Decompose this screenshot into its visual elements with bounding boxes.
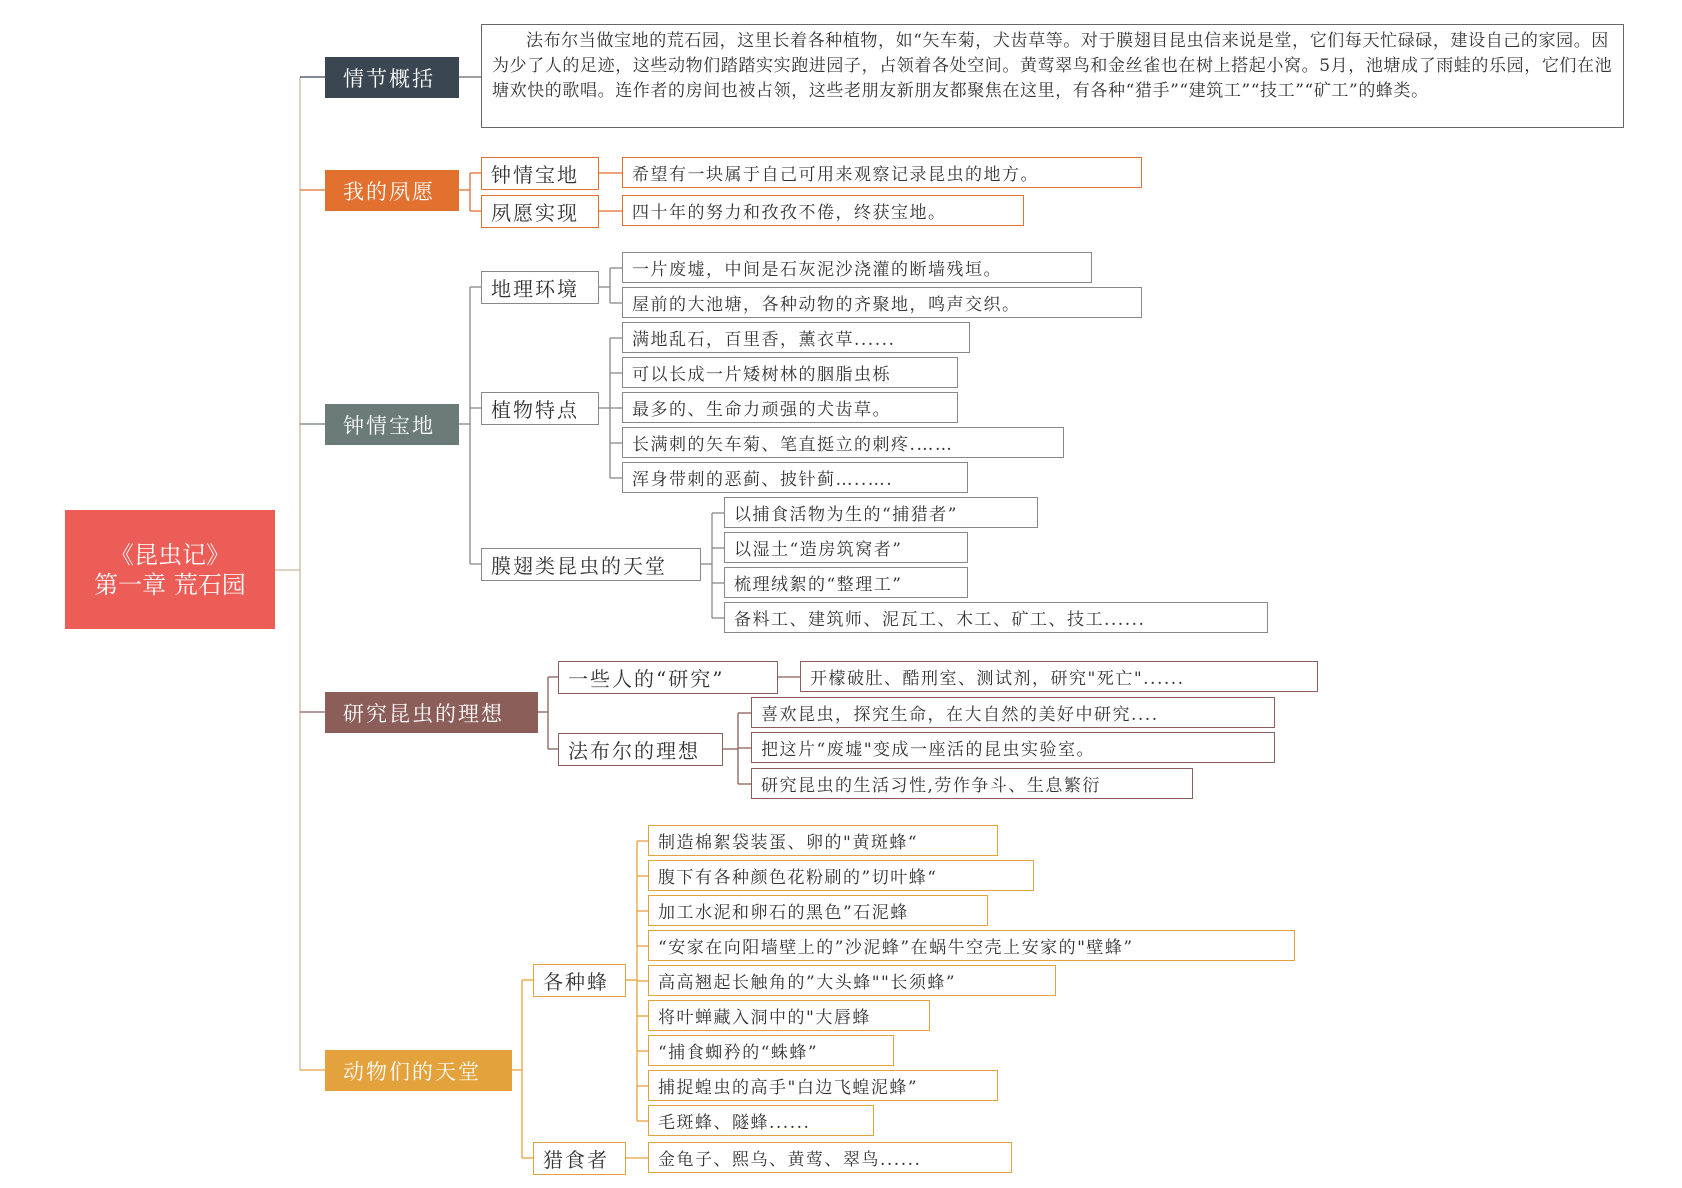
leaf-bee-3: 加工水泥和卵石的黑色”石泥蜂 — [648, 895, 988, 926]
leaf-plant-5: 浑身带刺的恶蓟、披针蓟…..…. — [622, 462, 968, 493]
root-subtitle: 第一章 荒石园 — [94, 570, 246, 599]
topic-hymenoptera-paradise: 膜翅类昆虫的天堂 — [481, 548, 701, 581]
branch-beloved-land — [325, 404, 459, 445]
leaf-bee-4: “安家在向阳墙壁上的”沙泥蜂”在蜗牛空壳上安家的"壁蜂” — [648, 930, 1295, 961]
leaf-predator-1: 金龟子、熙乌、黄莺、翠鸟...... — [648, 1142, 1012, 1173]
leaf-bee-1: 制造棉絮袋装蛋、卵的"黄斑蜂“ — [648, 825, 998, 856]
branch-plot-summary — [325, 57, 459, 98]
topic-wish-fulfilled: 夙愿实现 — [481, 195, 599, 228]
leaf-geo-1: 一片废墟，中间是石灰泥沙浇灌的断墙残垣。 — [622, 252, 1092, 283]
branch-my-wish-label: 我的夙愿 — [343, 179, 435, 204]
leaf-plant-1: 满地乱石，百里香，薰衣草...... — [622, 322, 970, 353]
topic-plants: 植物特点 — [481, 392, 599, 425]
leaf-insect-4: 备料工、建筑师、泥瓦工、木工、矿工、技工...... — [724, 602, 1268, 633]
leaf-research-1: 开檬破肚、酷刑室、测试剂，研究"死亡"...... — [800, 661, 1318, 692]
leaf-plant-2: 可以长成一片矮树林的胭脂虫栎 — [622, 357, 958, 388]
branch-research-ideal — [325, 692, 538, 733]
leaf-plant-3: 最多的、生命力顽强的犬齿草。 — [622, 392, 958, 423]
branch-beloved-land-label: 钟情宝地 — [343, 413, 435, 438]
leaf-insect-2: 以湿土“造房筑窝者” — [724, 532, 968, 563]
leaf-bee-8: 捕捉蝗虫的高手"白边飞蝗泥蜂” — [648, 1070, 998, 1101]
root-title: 《昆虫记》 — [110, 540, 230, 569]
branch-research-ideal-label: 研究昆虫的理想 — [343, 701, 504, 726]
leaf-ideal-3: 研究昆虫的生活习性,劳作争斗、生息繁衍 — [751, 768, 1193, 799]
branch-animal-paradise-label: 动物们的天堂 — [343, 1059, 481, 1084]
topic-fabre-ideal: 法布尔的理想 — [558, 733, 723, 766]
plot-summary-text: 法布尔当做宝地的荒石园，这里长着各种植物，如“矢车菊，犬齿草等。对于膜翅目昆虫信来说是堂，它们每天忙碌碌，建设自己的家园。因为少了人的足迹，这些动物们踏踏实实跑进园子，占领着各处空间。黄莺翠鸟和金丝雀也在树上搭起小窝。5月，池塘成了雨蛙的乐园，它们在池塘欢快的歌唱。连作者的房间也被占领，这些老朋友新朋友都聚焦在这里，有各种“猎手”“建筑工”“技工”“矿工”的蜂类。 — [481, 24, 1624, 128]
topic-geography: 地理环境 — [481, 271, 599, 304]
leaf-plant-4: 长满刺的矢车菊、笔直挺立的刺疼.…… — [622, 427, 1064, 458]
branch-my-wish — [325, 170, 459, 211]
branch-plot-summary-label: 情节概括 — [343, 66, 435, 91]
leaf-ideal-2: 把这片“废墟"变成一座活的昆虫实验室。 — [751, 732, 1275, 763]
topic-various-bees: 各种蜂 — [533, 964, 626, 997]
leaf-ideal-1: 喜欢昆虫，探究生命，在大自然的美好中研究.... — [751, 697, 1275, 728]
leaf-bee-2: 腹下有各种颜色花粉刷的”切叶蜂“ — [648, 860, 1034, 891]
leaf-wish-1: 希望有一块属于自己可用来观察记录昆虫的地方。 — [622, 157, 1142, 188]
topic-some-research: 一些人的“研究” — [558, 661, 778, 694]
branch-animal-paradise — [325, 1050, 512, 1091]
topic-predators: 猎食者 — [533, 1142, 626, 1175]
leaf-bee-6: 将叶蝉藏入洞中的"大唇蜂 — [648, 1000, 930, 1031]
leaf-geo-2: 屋前的大池塘，各种动物的齐聚地，鸣声交织。 — [622, 287, 1142, 318]
topic-beloved-land-wish: 钟情宝地 — [481, 157, 599, 190]
leaf-bee-9: 毛斑蜂、隧蜂...... — [648, 1105, 874, 1136]
leaf-bee-7: “捕食蜘矜的“蛛蜂” — [648, 1035, 894, 1066]
leaf-bee-5: 高高翘起长触角的”大头蜂""长须蜂” — [648, 965, 1056, 996]
leaf-wish-2: 四十年的努力和孜孜不倦，终获宝地。 — [622, 195, 1024, 226]
leaf-insect-3: 梳理绒絮的“整理工” — [724, 567, 968, 598]
root-topic — [65, 510, 275, 629]
leaf-insect-1: 以捕食活物为生的“捕猎者” — [724, 497, 1038, 528]
